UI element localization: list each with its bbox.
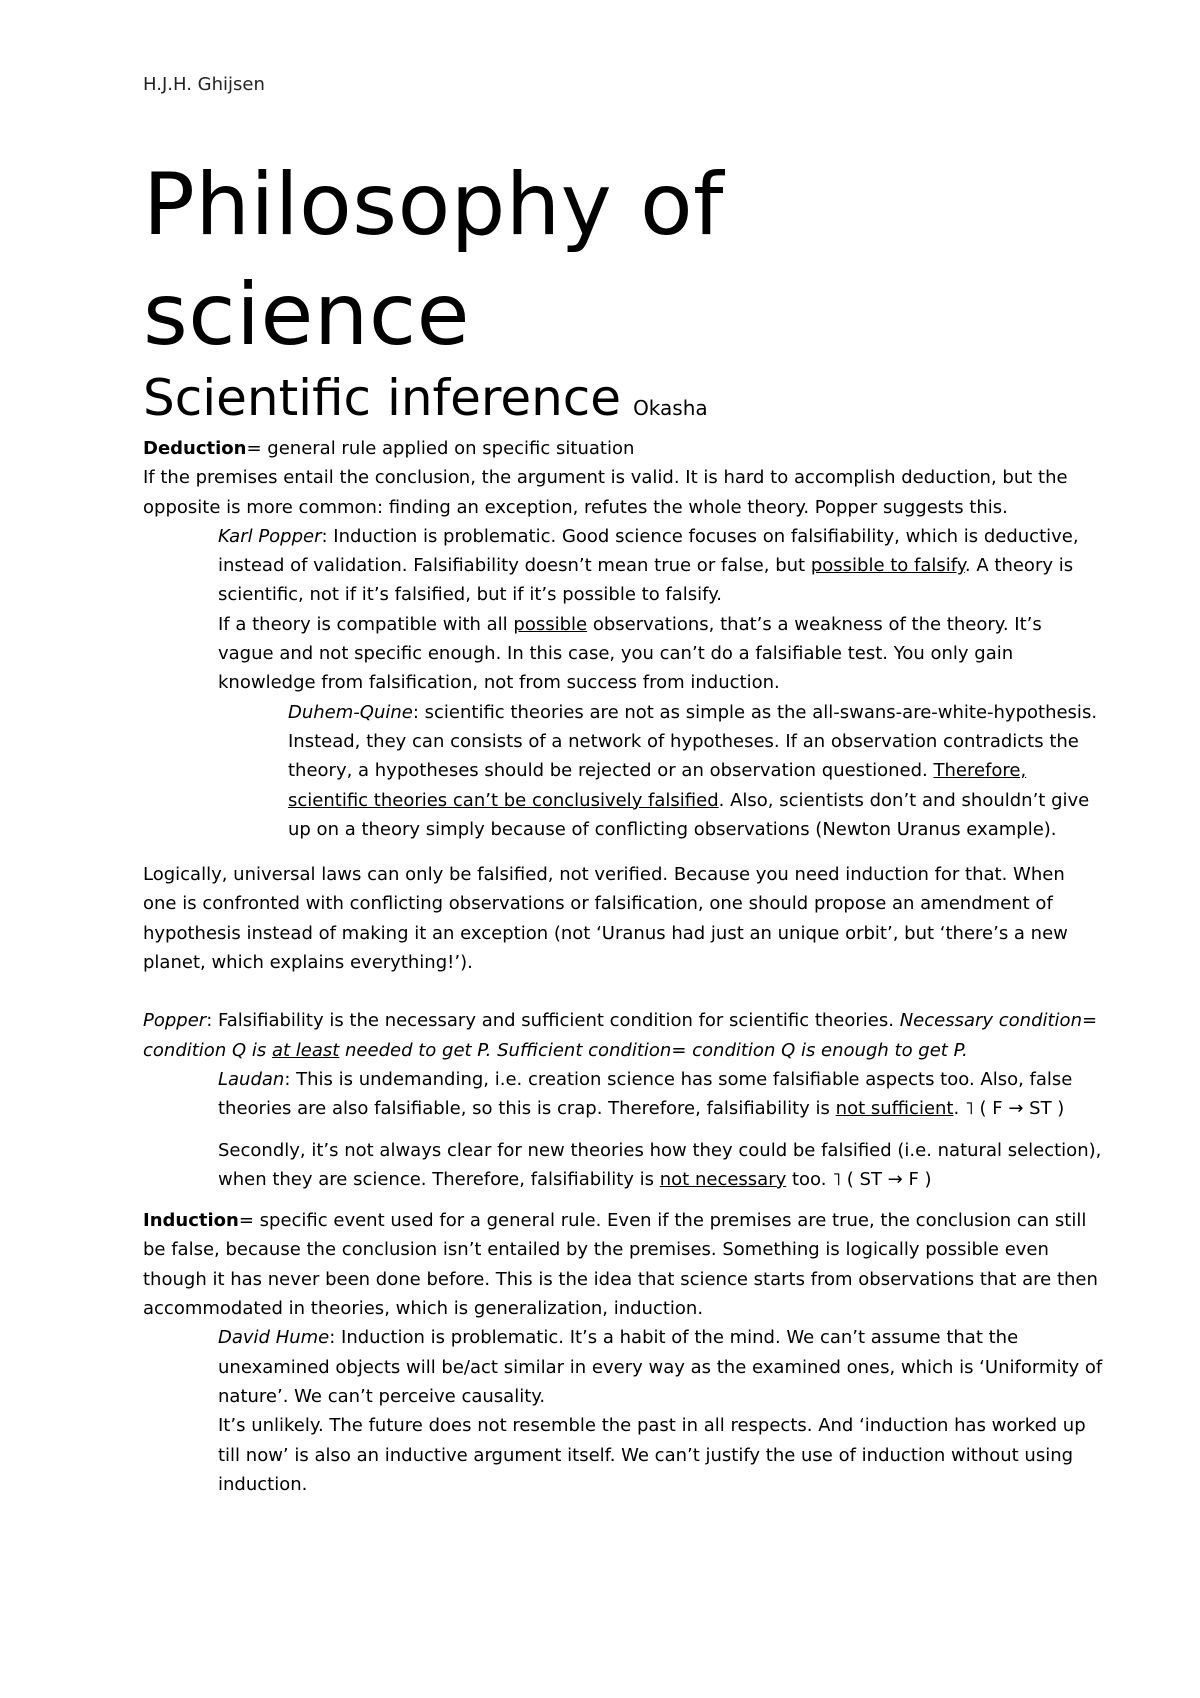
induction-paragraph: Induction= specific event used for a general rule. Even if the premises are true, the conclusion can still be false, because the conclusion isn’t entailed by the premises. Something is logically possible even though it has never been done before. This is the idea that science starts from observations that are then accommodated in theories, which is generalization, induction. [143, 1210, 1098, 1320]
secondly-paragraph: Secondly, it’s not always clear for new theories how they could be falsified (i.e. natural selection), when they are science. Therefore, falsifiability is not necessary too. ˥ ( ST → F ) [218, 1139, 1102, 1190]
induction-term: Induction [143, 1210, 239, 1232]
popper-name: Popper [143, 1010, 207, 1032]
david-hume-name: David Hume [218, 1327, 330, 1349]
compatibility-paragraph: If a theory is compatible with all possible observations, that’s a weakness of the theory. It’s vague and not specific enough. In this case, you can’t do a falsifiable test. You only gain knowledge from falsification, not from success from induction. [218, 613, 1042, 694]
section-heading [143, 368, 708, 438]
deduction-paragraph: If the premises entail the conclusion, the argument is valid. It is hard to accomplish deduction, but the opposite is more common: finding an exception, refutes the whole theory. Popper suggests this. [143, 467, 1068, 518]
document-title [143, 150, 724, 370]
david-hume-paragraph: David Hume: Induction is problematic. It’s a habit of the mind. We can’t assume that the unexamined objects will be/act similar in every way as the examined ones, which is ‘Uniformity of nature’. We can’t perceive causality. [218, 1327, 1103, 1407]
title-line-1: Philosophy of [143, 155, 724, 255]
duhem-quine-name: Duhem-Quine [288, 701, 413, 723]
laudan-name: Laudan [218, 1068, 285, 1090]
karl-popper-name: Karl Popper [218, 525, 322, 547]
document-body [143, 434, 1103, 1499]
section-source: Okasha [633, 396, 708, 420]
popper-paragraph: Popper: Falsifiability is the necessary and sufficient condition for scientific theories. Necessary condition= condition Q is at least needed to get P. Sufficient condition= condition Q is enough to get P. [143, 1010, 1098, 1061]
karl-popper-paragraph: Karl Popper: Induction is problematic. Good science focuses on falsifiability, which is deductive, instead of validation. Falsifiability doesn’t mean true or false, but possible to falsify. A theory is scientific, not if it’s falsified, but if it’s possible to falsify. [218, 525, 1079, 606]
logically-paragraph: Logically, universal laws can only be falsified, not verified. Because you need induction for that. When one is confronted with conflicting observations or falsification, one should propose an amendment of hypothesis instead of making it an exception (not ‘Uranus had just an unique orbit’, but ‘there’s a new planet, which explains everything!’). [143, 864, 1068, 974]
unlikely-paragraph: It’s unlikely. The future does not resemble the past in all respects. And ‘induction has worked up till now’ is also an inductive argument itself. We can’t justify the use of induction without using induction. [218, 1415, 1086, 1495]
duhem-quine-paragraph: Duhem-Quine: scientific theories are not as simple as the all-swans-are-white-hypothesis. Instead, they can consists of a network of hypotheses. If an observation contradicts the theory, a hypotheses should be rejected or an observation questioned. Therefore, scientific theories can’t be conclusively falsified. Also, scientists don’t and shouldn’t give up on a theory simply because of conflicting observations (Newton Uranus example). [288, 701, 1098, 840]
author-name: H.J.H. Ghijsen [143, 74, 265, 95]
deduction-definition: Deduction= general rule applied on specific situation [143, 438, 635, 459]
deduction-term: Deduction [143, 438, 247, 459]
laudan-paragraph: Laudan: This is undemanding, i.e. creation science has some falsifiable aspects too. Also, false theories are also falsifiable, so this is crap. Therefore, falsifiability is not sufficient. ˥ ( F → ST ) [218, 1068, 1073, 1120]
title-line-2: science [143, 265, 471, 365]
section-title: Scientific inference [143, 369, 622, 427]
